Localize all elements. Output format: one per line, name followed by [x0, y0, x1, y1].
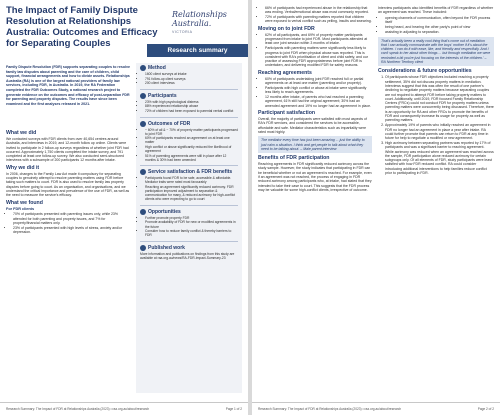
page2-footer	[252, 402, 500, 415]
list-item: • 60% of participants reached an agreement on at least one matter	[145, 136, 238, 144]
published-section	[136, 243, 242, 262]
heading-participant-satisfaction: Participant satisfaction	[258, 110, 316, 117]
list-item: • opening channels of communication, often beyond the FDR process itself	[385, 16, 494, 25]
what-we-did-text: We contacted surveys with FDR clients from over 40,654 centres around Australia, and interviews in 2019, and 12-month follow up online. Clients were invited to participate in 2 follow-up surveys regardless of whether joint FDR had occurred. Approximately 1,750 clients completed the intake survey, and 791 completed at least one follow-up survey. We also conducted semi-structured interviews with a subsample of 200 participants 12 months after intake.	[6, 137, 129, 163]
pull-quote: The mediator every time has just been amazing ... just the ability to just calm a situation. I think and get people to talk about what they need to be talking about. – Male parent interview	[258, 136, 372, 153]
list-item: • Consider how to reduce family conflict & thereby barriers to FDR	[145, 229, 238, 237]
divider	[140, 117, 238, 118]
list-item: • 12 months after intake, of parents who had reached a parenting agreement, 61% still had the original agreement; 30% had an amended agreement and 19% no longer had an agreement in place.	[265, 95, 372, 108]
satisfaction-text: Overall, the majority of participants were satisfied with most aspects of RA's FDR services, and considered the services to be accessible, affordable and safe. Mediator characteristics such as impartiality were rated most highly.	[258, 117, 367, 134]
list-item: • 72% of participants with parenting matters reported that children were exposed to verbal conflict such as yelling, insults and swearing.	[265, 15, 372, 24]
logo-sub: VICTORIA	[172, 30, 193, 34]
page-2	[252, 0, 500, 415]
divider	[140, 241, 238, 242]
published-icon	[140, 245, 146, 251]
divider	[140, 165, 238, 166]
opportunities-heading: Opportunities	[148, 208, 181, 215]
list-item: • 70% of participants presented with parenting issues only, while 23% attended for both parenting and property issues, and 7% for property/financial matters only.	[13, 212, 132, 225]
page1-main-column	[6, 128, 132, 236]
found-list	[6, 212, 132, 234]
list-item: • 72% of children had been exposed to parental verbal conflict	[145, 109, 238, 113]
intro-text: Family Dispute Resolution (FDR) supports separating couples to resolve family law disputes about parenting and the care of children, child support, financial arrangements and how to divide assets. Relationships Australia (RA) is one of the largest national providers of family law services, including FDR, in Australia. In 2019, the RA Federation completed the FDR Outcomes Study, a national research project to generate evidence on the outcomes and efficacy of post-separation FDR for parenting and property disputes. The results have since been examined and the first analyses released in 2021.	[6, 65, 131, 106]
outcomes-section	[136, 119, 242, 165]
benefits-intro: Interview participants also identified benefits of FDR regardless of whether an agreement was reached. These included:	[378, 6, 494, 15]
method-section	[136, 63, 242, 88]
heading-what-we-did: What we did	[6, 130, 37, 136]
divider	[140, 205, 238, 206]
list-item: 3. High acrimony between separating partners was reported by 17% of participants and was a significant barrier to reaching agreement. While acrimony was reduced when an agreement was reached across the sample, FDR participation alone reduced acrimony for certain subgroups only. Of all elements of FDR, study participants were least satisfied with how FDR reduced conflict. RA could consider introducing additional interventions to help families reduce conflict prior to participating in FDR.	[385, 141, 494, 175]
heading-benefits: Benefits of FDR participation	[258, 155, 330, 162]
opportunities-section	[136, 207, 242, 240]
list-item: • 200 client interviews	[145, 81, 238, 85]
divider	[140, 89, 238, 90]
page-1	[0, 0, 248, 415]
list-item: • 66% of participants had experienced abuse in the relationship that was ending. Verbal/emotional abuse was most commonly reported.	[265, 6, 372, 15]
service-icon	[140, 169, 146, 175]
pull-quote: That's actually been a really cool thing that's come out of mediation that I can actually communicate with the boys' mother if it's about the children. I can do it with ease, like, and friendly and respectfully. And I can't speak to her about other things ... but through mediation we were reminded a bit you're just focusing on the interests of the children.' – RA Northern Territory client	[378, 37, 494, 67]
participants-section	[136, 91, 242, 116]
document-title: The Impact of Family Dispute Resolution at Relationships Australia: Outcomes and Efficacy for Separating Couples	[6, 5, 158, 49]
subheading-for-fdr-clients: For FDR clients	[6, 206, 35, 211]
list-item: • being heard, and hearing the other party's point of view	[385, 25, 494, 29]
list-item: • Further promote property FDR	[145, 216, 238, 220]
outcomes-heading: Outcomes of FDR	[148, 120, 191, 127]
list-item: • Participants with high conflict or abuse at intake were significantly less likely to reach agreements.	[265, 86, 372, 95]
participants-heading: Participants	[148, 92, 177, 99]
list-item: • 791 follow-up client surveys	[145, 77, 238, 81]
footer-citation: Research Summary: The Impact of FDR at Relationships Australia (2023) • raa.org.au/about/research	[258, 407, 402, 411]
heading-what-we-found: What we found	[6, 199, 43, 206]
page2-left-column	[258, 6, 372, 194]
published-heading: Published work	[148, 244, 185, 251]
key-facts-sidebar	[136, 63, 242, 393]
list-item: • ~ 60% of all & ~ 70% of property matter participants progressed to joint FDR	[145, 128, 238, 136]
heading-why-we-did-it: Why we did it	[6, 164, 40, 171]
outcomes-icon	[140, 121, 146, 127]
list-item: • Participants found FDR to be safe, accessible & affordable. Mediator traits were rated most favourably	[145, 176, 238, 184]
list-item: • 88% experienced relationship abuse	[145, 104, 238, 108]
method-heading: Method	[148, 65, 166, 71]
list-item: • Reaching an agreement significantly reduced acrimony. FDR participation improved adjustment to separation & communication for many, & reduced acrimony for high-conflict clients who were expecting to go to court	[145, 185, 238, 201]
method-icon	[140, 65, 146, 71]
list-item: • High conflict or abuse significantly reduced the likelihood of agreement	[145, 145, 238, 153]
list-item: • Participants with parenting matters were significantly less likely to progress to joint FDR when physical abuse was reported. This is consistent with RA's prioritisation of client and child safety, and our practice of assessing FDR appropriateness before joint FDR is undertaken, and delivering modified FDR for safety reasons.	[265, 46, 372, 67]
logo-name: Relationships Australia.	[172, 10, 227, 28]
service-heading: Service satisfaction & FDR benefits	[148, 169, 233, 176]
page2-right-column	[378, 6, 494, 177]
list-item: • 23% with high psychological distress	[145, 100, 238, 104]
footer-citation: Research Summary: The Impact of FDR at Relationships Australia (2023) • raa.org.au/about/research	[6, 407, 150, 411]
heading-reaching-agreements: Reaching agreements	[258, 69, 312, 76]
page-number: Page 1 of 2	[225, 407, 242, 411]
research-summary-banner: Research summary	[147, 44, 248, 57]
considerations-list	[378, 75, 494, 175]
why-text: In 2006, changes to the Family Law Act made it compulsory for separating couples to genuinely attempt to resolve parenting matters using FDR before taking such matters to court. FDR is also used to resolve family law property disputes before going to court. As an organisation, and organisations, and we understand the critical importance and prevalence of the use of FDR, as well as the need to measure the service's efficacy.	[6, 171, 130, 198]
list-item: • 60% of participants undertaking joint FDR reached full or partial agreements on at least one matter (parenting and/or property).	[265, 77, 372, 86]
published-text[interactable]: More information and publications on findings from this study are available at raa.org.au/news/RA-FDR-Impact-Summary-23	[140, 251, 235, 260]
participants-icon	[140, 93, 146, 99]
list-item: • 62% of all participants, and 69% of property matter participants progressed from intake to joint FDR. Most participants attended at least one joint session within 3 months of intake.	[265, 33, 372, 46]
heading-moving-on: Moving on to joint FDR	[258, 25, 315, 32]
opportunities-icon	[140, 209, 146, 215]
list-item: • 1600 client surveys at intake	[145, 72, 238, 76]
list-item: • 23% of participants presented with high levels of stress, anxiety and/or depression.	[13, 226, 132, 235]
list-item: • 51% of parenting agreements were still in place after 12 months & 30% had been amended	[145, 154, 238, 162]
list-item: • assisting in adjusting to separation.	[385, 30, 494, 34]
benefits-text: Reaching agreements in FDR significantly reduced acrimony across the study sample. However, the study indicates that participating in FDR can be beneficial whether or not an agreement is reached. For example, even if an agreement was not reached, the process of engaging in FDR reduced acrimony among participants who, at intake, had stated that they intended to take their case to court. This suggests that the FDR process may be valuable for some high-conflict clients, irrespective of outcome.	[258, 162, 372, 192]
service-section	[136, 167, 242, 204]
page1-footer	[0, 402, 248, 415]
page-number: Page 2 of 2	[477, 407, 494, 411]
list-item: 2. Approximately 19% of parents who initially reached an agreement in FDR no longer had an agreement in place a year after intake. RA could further promote that parents can return to FDR at any time in future for help to negotiate a modified or new agreement.	[385, 123, 494, 140]
list-item: • Promote availability of FDR for new or modified agreements in the future	[145, 220, 238, 228]
list-item: 1. Of participants whose FDR objectives included reaching a property settlement, 35% did not discuss property matters in mediation. Interviews suggest that this was often the result of one partner's declining to negotiate property matters because separating couples are not required to attempt FDR before taking property matters to court. Additionally, until 2019, FDR focused Family Relationship Centres (FRCs) could not conduct FDR for property matters unless parenting matters were concurrently being discussed. Therefore, there is an opportunity for RA and other FRCs to promote the benefits of FDR and consequently increase its usage for property as well as parenting matters.	[385, 75, 494, 122]
relationships-australia-logo	[172, 10, 242, 37]
heading-considerations: Considerations & future opportunities	[378, 68, 472, 75]
